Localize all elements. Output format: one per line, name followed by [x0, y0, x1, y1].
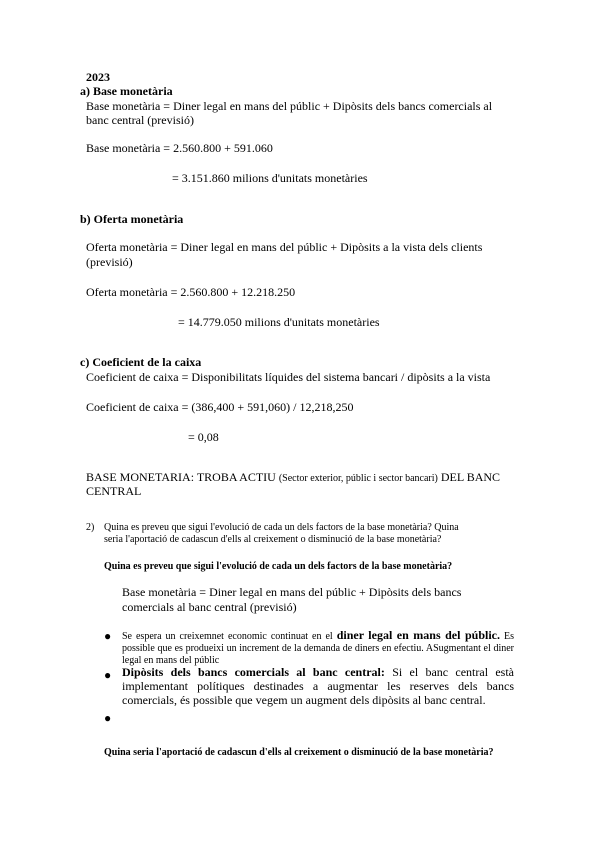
- question-2-text: [104, 522, 514, 546]
- section-b-calculation: Oferta monetària = 2.560.800 + 12.218.250: [86, 285, 296, 299]
- year-heading: 2023: [86, 70, 110, 84]
- section-b-result: = 14.779.050 milions d'unitats monetàries: [178, 315, 380, 329]
- bullet-3-marker: ●: [104, 711, 112, 725]
- section-a-definition-line1: Base monetària = Diner legal en mans del públic + Dipòsits dels bancs comercials al: [86, 99, 493, 113]
- section-c-heading: c) Coeficient de la caixa: [80, 355, 202, 369]
- formula-line2: comercials al banc central (previsió): [122, 600, 297, 614]
- formula-line1: Base monetària = Diner legal en mans del públic + Dipòsits dels bancs: [122, 585, 462, 599]
- note-part-2: (Sector exterior, públic i sector bancari): [278, 473, 438, 484]
- question-2-line1: Quina es preveu que sigui l'evolució de cada un dels factors de la base monetària? Quina: [104, 522, 459, 533]
- bullet-1-marker: ●: [104, 629, 112, 643]
- question-2-final-heading: Quina seria l'aportació de cadascun d'ells al creixement o disminució de la base monetària?: [104, 747, 494, 758]
- base-monetaria-note-line2: CENTRAL: [86, 484, 142, 498]
- section-c-definition: Coeficient de caixa = Disponibilitats líquides del sistema bancari / dipòsits a la vista: [86, 370, 491, 384]
- section-b-definition-line2: (previsió): [86, 255, 133, 269]
- section-b-heading: b) Oferta monetària: [80, 212, 184, 226]
- bullet-1-bold: diner legal en mans del públic.: [336, 628, 500, 642]
- section-a-result: = 3.151.860 milions d'unitats monetàries: [172, 171, 368, 185]
- section-b-definition-line1: Oferta monetària = Diner legal en mans del públic + Dipòsits a la vista dels clients: [86, 240, 483, 254]
- question-2-number: 2): [86, 522, 95, 533]
- note-part-3: DEL BANC: [437, 470, 501, 484]
- bullet-2-marker: ●: [104, 668, 112, 682]
- section-a-definition-line2: banc central (previsió): [86, 113, 194, 127]
- bullet-1-post: Es possible que es produeixi un increment de la demanda de diners en efectiu. ASugmentant el diner legal en mans del públic: [122, 631, 514, 666]
- question-2-line2: seria l'aportació de cadascun d'ells al creixement o disminució de la base monetària?: [104, 534, 442, 545]
- bullet-1-text: [122, 628, 514, 667]
- section-a-calculation: Base monetària = 2.560.800 + 591.060: [86, 141, 273, 155]
- bullet-2-bold: Dipòsits dels bancs comercials al banc central:: [122, 665, 385, 679]
- question-2-subheading: Quina es preveu que sigui l'evolució de cada un dels factors de la base monetària?: [104, 561, 453, 572]
- section-c-result: = 0,08: [188, 430, 219, 444]
- bullet-2-text: [122, 665, 514, 707]
- section-c-calculation: Coeficient de caixa = (386,400 + 591,060) / 12,218,250: [86, 400, 354, 414]
- bullet-1-pre: Se espera un creixemnet economic continuat en el: [122, 631, 337, 642]
- base-monetaria-note-line1: [86, 470, 500, 485]
- note-part-1: BASE MONETARIA: TROBA ACTIU: [86, 470, 279, 484]
- section-a-heading: a) Base monetària: [80, 84, 173, 98]
- bullet-2-post: Si el banc central està implementant polítiques destinades a augmentar les reserves dels bancs comercials, és possible que vegem un augment dels dipòsits al banc central.: [122, 665, 514, 707]
